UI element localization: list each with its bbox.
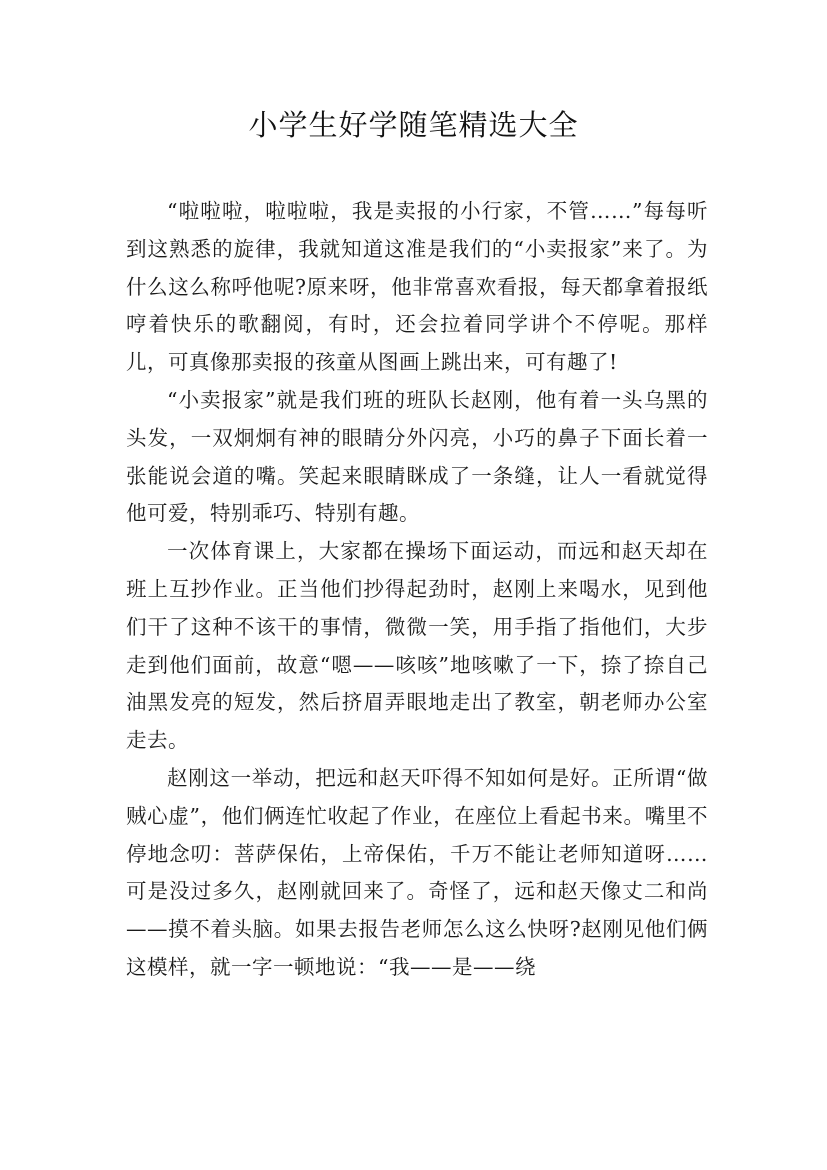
paragraph-3: 一次体育课上，大家都在操场下面运动，而远和赵天却在班上互抄作业。正当他们抄得起劲时，赵刚上来喝水，见到他们干了这种不该干的事情，微微一笑，用手指了指他们，大步走到他们面前，故意“嗯——咳咳”地咳嗽了一下，捺了捺自己油黑发亮的短发，然后挤眉弄眼地走出了教室，朝老师办公室走去。: [126, 539, 708, 753]
document-title: 小学生好学随笔精选大全: [248, 108, 579, 142]
paragraph-4: 赵刚这一举动，把远和赵天吓得不知如何是好。正所谓“做贼心虚”，他们俩连忙收起了作业，在座位上看起书来。嘴里不停地念叨：菩萨保佑，上帝保佑，千万不能让老师知道呀……可是没过多久，赵刚就回来了。奇怪了，远和赵天像丈二和尚——摸不着头脑。如果去报告老师怎么这么快呀?赵刚见他们俩这模样，就一字一顿地说：“我——是——绕: [126, 765, 708, 979]
paragraph-2: “小卖报家”就是我们班的班队长赵刚，他有着一头乌黑的头发，一双炯炯有神的眼睛分外闪亮，小巧的鼻子下面长着一张能说会道的嘴。笑起来眼睛眯成了一条缝，让人一看就觉得他可爱，特别乖巧、特别有趣。: [126, 387, 708, 526]
paragraph-1: “啦啦啦，啦啦啦，我是卖报的小行家，不管……”每每听到这熟悉的旋律，我就知道这准是我们的“小卖报家”来了。为什么这么称呼他呢?原来呀，他非常喜欢看报，每天都拿着报纸哼着快乐的歌翻阅，有时，还会拉着同学讲个不停呢。那样儿，可真像那卖报的孩童从图画上跳出来，可有趣了!: [126, 199, 708, 375]
document-body: [126, 193, 708, 987]
